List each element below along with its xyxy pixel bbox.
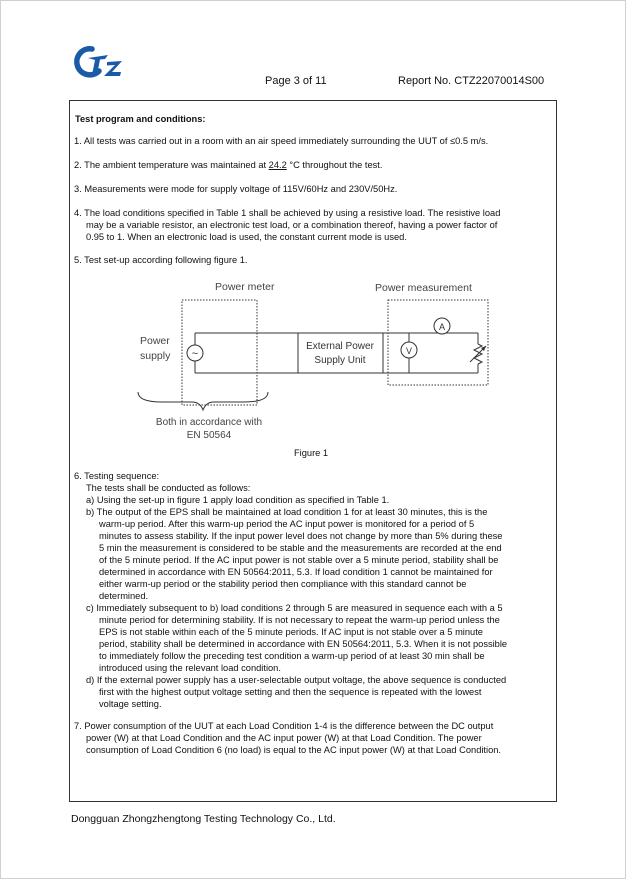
item-6d-line: d) If the external power supply has a user-selectable output voltage, the above sequence is conducted <box>86 675 507 685</box>
item-6d-line: voltage setting. <box>99 699 162 709</box>
item-7-line: power (W) at that Load Condition and the AC input power (W) at that Load Condition. The power <box>86 733 482 743</box>
power-measurement-label: Power measurement <box>375 282 472 294</box>
ac-source-tilde: ~ <box>191 348 199 360</box>
item-6b-line: warm-up period. After this warm-up period the AC input power is monitored for a period of 5 <box>99 519 475 529</box>
item-5: 5. Test set-up according following figure 1. <box>74 255 248 265</box>
item-7-line: 7. Power consumption of the UUT at each Load Condition 1-4 is the difference between the DC output <box>74 721 494 731</box>
item-6b-line: b) The output of the EPS shall be maintained at load condition 1 for at least 30 minutes, this is the <box>86 507 488 517</box>
eps-box <box>298 333 383 373</box>
item-4-line-1: 4. The load conditions specified in Table 1 shall be achieved by using a resistive load. The resistive load <box>74 208 501 218</box>
item-6c-line: minute period for determining stability. If is not necessary to repeat the warm-up period unless the <box>99 615 500 625</box>
both-accordance-label-2: EN 50564 <box>186 430 232 441</box>
footer-company: Dongguan Zhongzhengtong Testing Technology Co., Ltd. <box>71 813 336 825</box>
power-supply-label-1: Power <box>140 335 170 347</box>
item-3: 3. Measurements were mode for supply voltage of 115V/60Hz and 230V/50Hz. <box>74 184 398 194</box>
item-6d-line: first with the highest output voltage setting and then the sequence is repeated with the lowest <box>99 687 482 697</box>
item-2: 2. The ambient temperature was maintained at 24.2 °C throughout the test. <box>74 160 383 170</box>
item-6c-line: EPS is not stable within each of the 5 minute periods. If AC input is not stable over a 5 minute <box>99 627 483 637</box>
item-6b-line: 5 min the measurement is considered to be stable and the measurements are recorded at the end <box>99 543 502 553</box>
item-6c-line: introduced using the relevant load condition. <box>99 663 281 673</box>
item-7-line: consumption of Load Condition 6 (no load) is equal to the AC input power (W) at that Load Condition. <box>86 745 501 755</box>
item-6b-line: determined in accordance with EN 50564:2011, 5.3. If load condition 1 cannot be maintained for <box>99 567 493 577</box>
item-6c-line: c) Immediately subsequent to b) load conditions 2 through 5 are measured in sequence each with a 5 <box>86 603 503 613</box>
report-number: Report No. CTZ22070014S00 <box>398 75 545 87</box>
power-measurement-box <box>388 300 488 385</box>
figure-caption: Figure 1 <box>294 448 329 458</box>
item-6c-line: period, stability shall be determined in accordance with EN 50564:2011, 5.3. When it is not possible <box>99 639 508 649</box>
item-6b-line: either warm-up period or the stability period then compliance with this standard cannot be <box>99 579 467 589</box>
item-4-line-3: 0.95 to 1. When an electronic load is used, the constant current mode is used. <box>86 232 407 242</box>
item-6b-line: of the 5 minute period. If the AC input power is not stable over a 5 minute period, stability shall be <box>99 555 499 565</box>
item-6b-line: determined. <box>99 591 149 601</box>
figure-1-diagram <box>70 271 556 446</box>
item-6-intro: The tests shall be conducted as follows: <box>86 483 251 493</box>
content-box <box>69 100 557 802</box>
section-title: Test program and conditions: <box>75 114 206 124</box>
page-number: Page 3 of 11 <box>265 75 327 87</box>
both-accordance-label-1: Both in accordance with <box>155 417 263 428</box>
item-6c-line: to immediately follow the preceding test condition a warm-up period of at least 30 min shall be <box>99 651 485 661</box>
power-meter-label: Power meter <box>215 281 275 293</box>
voltmeter-label: V <box>405 346 413 356</box>
item-6a: a) Using the set-up in figure 1 apply load condition as specified in Table 1. <box>86 495 390 505</box>
eps-label-1: External Power <box>306 341 374 352</box>
item-6-heading: 6. Testing sequence: <box>74 471 160 481</box>
company-logo <box>72 44 128 80</box>
power-supply-label-2: supply <box>140 350 171 362</box>
item-4-line-2: may be a variable resistor, an electronic test load, or a combination thereof, having a power factor of <box>86 220 498 230</box>
eps-label-2: Supply Unit <box>314 355 366 366</box>
item-6b-line: minutes to assess stability. If the input power level does not change by more than 5% during these <box>99 531 503 541</box>
item-1: 1. All tests was carried out in a room with an air speed immediately surrounding the UUT of ≤0.5 m/s. <box>74 136 489 146</box>
ambient-temperature: 24.2 <box>268 160 287 170</box>
ammeter-label: A <box>438 322 446 332</box>
